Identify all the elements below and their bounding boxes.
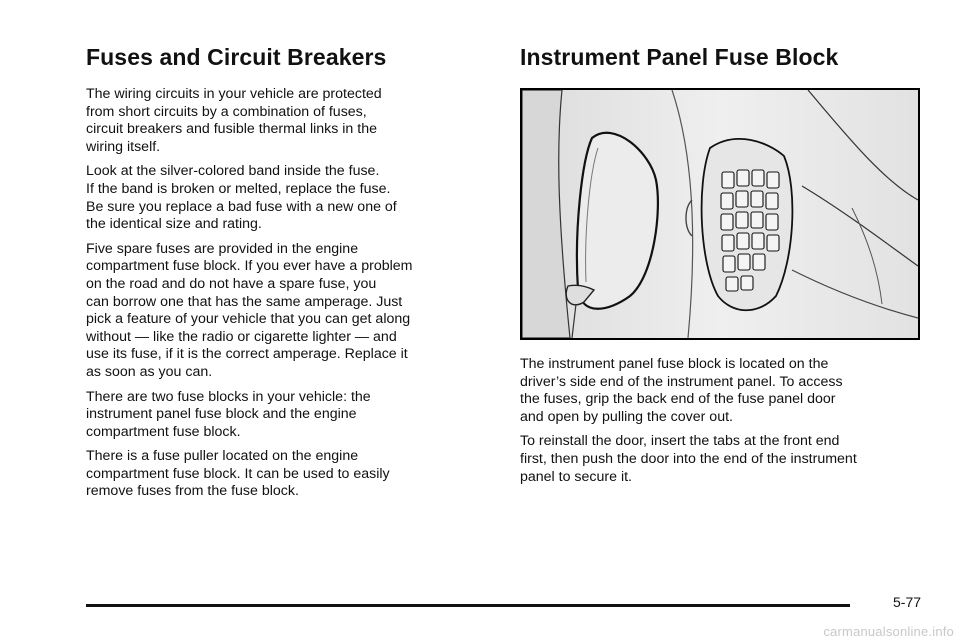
fuse-slot — [751, 191, 763, 207]
paragraph-two-fuse-blocks — [86, 389, 486, 442]
fuse-slot — [721, 214, 733, 230]
left-column — [86, 40, 486, 508]
fuse-slot — [741, 276, 753, 290]
text-line: There are two fuse blocks in your vehicle: the — [86, 388, 371, 405]
text-line: without — like the radio or cigarette lighter — and — [86, 328, 397, 345]
paragraph-fuse-puller — [86, 448, 486, 501]
text-line: Be sure you replace a bad fuse with a new one of — [86, 198, 397, 215]
fuse-slot — [736, 191, 748, 207]
footer-rule — [86, 604, 850, 607]
fuse-slot — [722, 235, 734, 251]
fuse-slot — [723, 256, 735, 272]
text-line: first, then push the door into the end of the instrument — [520, 450, 857, 467]
fuse-slot — [766, 214, 778, 230]
paragraph-fuse-block-location — [520, 356, 930, 426]
text-line: There is a fuse puller located on the engine — [86, 448, 359, 465]
text-line: The wiring circuits in your vehicle are protected — [86, 86, 382, 102]
text-line: the identical size and rating. — [86, 216, 262, 233]
section-heading-fuses-and-circuit-breakers: Fuses and Circuit Breakers — [86, 44, 387, 70]
text-line: driver’s side end of the instrument panel. To access — [520, 373, 843, 390]
text-line: circuit breakers and fusible thermal links in the — [86, 121, 377, 138]
paragraph-reinstall-door — [520, 433, 930, 486]
fuse-slot — [737, 170, 749, 186]
fuse-slot — [766, 193, 778, 209]
text-line: can borrow one that has the same amperage. Just — [86, 293, 403, 310]
fuse-slot — [736, 212, 748, 228]
text-line: the fuses, grip the back end of the fuse panel door — [520, 391, 836, 408]
fuse-slot — [738, 254, 750, 270]
fuse-slot — [752, 170, 764, 186]
text-line: Five spare fuses are provided in the engine — [86, 240, 359, 257]
fuse-slot — [753, 254, 765, 270]
text-line: instrument panel fuse block and the engine — [86, 406, 357, 423]
fuse-slot — [767, 235, 779, 251]
paragraph-wiring-protection — [86, 86, 486, 156]
section-heading-instrument-panel-fuse-block: Instrument Panel Fuse Block — [520, 44, 839, 70]
paragraph-silver-band — [86, 163, 486, 233]
text-line: on the road and do not have a spare fuse, you — [86, 275, 377, 292]
right-body-text — [520, 356, 930, 493]
text-line: panel to secure it. — [520, 468, 632, 485]
text-line: compartment fuse block. If you ever have a problem — [86, 258, 413, 275]
text-line: To reinstall the door, insert the tabs at the front end — [520, 433, 840, 450]
text-line: remove fuses from the fuse block. — [86, 483, 299, 500]
fuse-slot — [726, 277, 738, 291]
fuse-slot — [737, 233, 749, 249]
paragraph-spare-fuses — [86, 241, 486, 382]
fuse-slot — [751, 212, 763, 228]
text-line: Look at the silver-colored band inside the fuse. — [86, 163, 380, 180]
text-line: and open by pulling the cover out. — [520, 408, 733, 425]
text-line: as soon as you can. — [86, 363, 213, 380]
text-line: The instrument panel fuse block is located on the — [520, 356, 829, 372]
right-column — [520, 40, 930, 485]
fuse-slot — [722, 172, 734, 188]
text-line: If the band is broken or melted, replace the fuse. — [86, 180, 391, 197]
text-line: from short circuits by a combination of fuses, — [86, 103, 367, 120]
watermark: carmanualsonline.info — [823, 624, 954, 639]
fuse-slot — [721, 193, 733, 209]
fuse-block-illustration — [520, 88, 920, 340]
text-line: pick a feature of your vehicle that you can get along — [86, 311, 411, 328]
text-line: compartment fuse block. It can be used to easily — [86, 465, 390, 482]
fuse-slot — [767, 172, 779, 188]
text-line: use its fuse, if it is the correct amperage. Replace it — [86, 346, 408, 363]
text-line: compartment fuse block. — [86, 423, 241, 440]
fuse-slot — [752, 233, 764, 249]
page-number: 5-77 — [893, 594, 922, 610]
fuse-block-drawing — [522, 90, 918, 338]
text-line: wiring itself. — [86, 138, 161, 155]
